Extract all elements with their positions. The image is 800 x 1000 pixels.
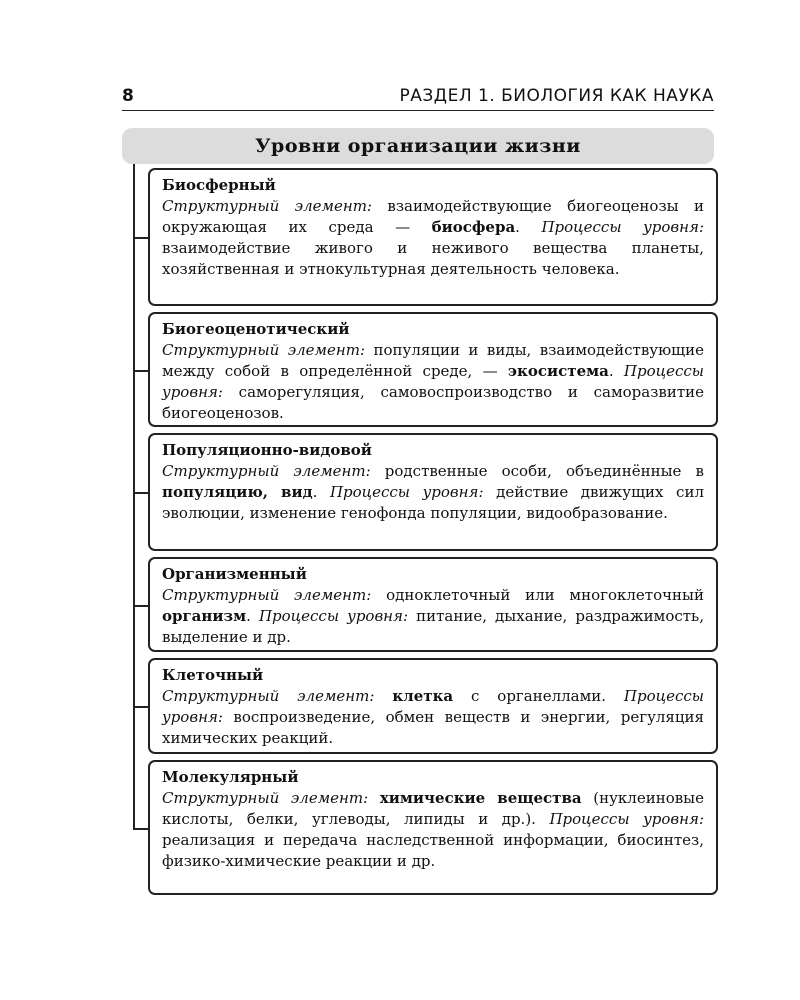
level-description xyxy=(162,340,704,424)
structural-label: Структурный элемент: xyxy=(162,789,369,807)
level-description xyxy=(162,196,704,280)
element-text: взаимодействующие биогеоценозы и окружающая их среда — xyxy=(162,197,704,236)
element-key-term: экосистема xyxy=(507,362,609,380)
level-box xyxy=(148,433,718,551)
connector-tick xyxy=(133,492,148,494)
level-box xyxy=(148,760,718,895)
connector-line xyxy=(133,164,135,828)
page-header xyxy=(122,86,714,111)
level-description xyxy=(162,686,704,749)
element-text: одноклеточный или многоклеточный xyxy=(371,586,704,604)
level-description xyxy=(162,461,704,524)
processes-text: взаимодействие живого и неживого вещества планеты, хозяйственная и этнокультурная деятельность человека. xyxy=(162,239,704,278)
processes-text: питание, дыхание, раздражимость, выделение и др. xyxy=(162,607,704,646)
level-name: Биогеоценотический xyxy=(162,320,350,338)
level-name: Биосферный xyxy=(162,176,276,194)
processes-label: Процессы уровня: xyxy=(162,687,704,726)
element-key-term: популяцию, вид xyxy=(162,483,313,501)
level-description xyxy=(162,585,704,648)
element-text xyxy=(368,789,380,807)
level-name: Клеточный xyxy=(162,666,264,684)
structural-label: Структурный элемент: xyxy=(162,197,372,215)
structural-label: Структурный элемент: xyxy=(162,462,371,480)
structural-label: Структурный элемент: xyxy=(162,687,375,705)
element-text: популяции и виды, взаимодействующие между собой в определённой среде, — xyxy=(162,341,704,380)
level-description xyxy=(162,788,704,872)
level-box xyxy=(148,557,718,652)
level-name: Организменный xyxy=(162,565,307,583)
level-name: Молекулярный xyxy=(162,768,299,786)
processes-text: действие движущих сил эволюции, изменение генофонда популяции, видообразование. xyxy=(162,483,704,522)
processes-label: Процессы уровня: xyxy=(541,218,704,236)
processes-text: саморегуляция, самовоспроизводство и саморазвитие биогеоценозов. xyxy=(162,383,704,422)
connector-tick xyxy=(133,706,148,708)
connector-tick xyxy=(133,605,148,607)
element-key-term: биосфера xyxy=(431,218,516,236)
element-text-after: . xyxy=(515,218,542,236)
structural-label: Структурный элемент: xyxy=(162,341,366,359)
element-key-term: организм xyxy=(162,607,247,625)
level-box xyxy=(148,658,718,754)
element-key-term: химические вещества xyxy=(379,789,582,807)
processes-label: Процессы уровня: xyxy=(258,607,409,625)
element-text xyxy=(374,687,392,705)
element-text: родственные особи, объединённые в xyxy=(370,462,704,480)
connector-tick xyxy=(133,237,148,239)
element-text-after: (нуклеиновые кислоты, белки, углеводы, липиды и др.). xyxy=(162,789,704,828)
element-text-after: с органеллами. xyxy=(453,687,624,705)
processes-label: Процессы уровня: xyxy=(549,810,704,828)
element-key-term: клетка xyxy=(392,687,454,705)
processes-text: реализация и передача наследственной информации, биосинтез, физико-химические реакции и др. xyxy=(162,831,704,870)
processes-label: Процессы уровня: xyxy=(162,362,704,401)
level-name: Популяционно-видовой xyxy=(162,441,372,459)
page-number: 8 xyxy=(122,86,134,106)
connector-tick xyxy=(133,370,148,372)
table-title: Уровни организации жизни xyxy=(122,128,714,164)
element-text-after: . xyxy=(312,483,330,501)
structural-label: Структурный элемент: xyxy=(162,586,372,604)
connector-tick xyxy=(133,828,148,830)
level-box xyxy=(148,312,718,427)
element-text-after: . xyxy=(246,607,259,625)
element-text-after: . xyxy=(608,362,624,380)
section-title: РАЗДЕЛ 1. БИОЛОГИЯ КАК НАУКА xyxy=(399,86,714,106)
processes-text: воспроизведение, обмен веществ и энергии, регуляция химических реакций. xyxy=(162,708,704,747)
processes-label: Процессы уровня: xyxy=(329,483,484,501)
level-box xyxy=(148,168,718,306)
